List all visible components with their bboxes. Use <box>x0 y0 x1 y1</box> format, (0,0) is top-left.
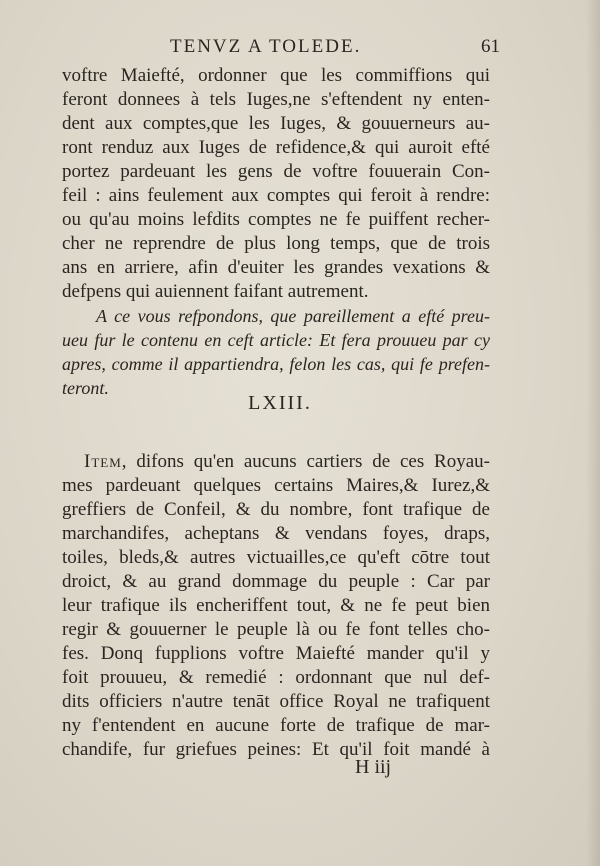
running-title: TENVZ A TOLEDE. <box>170 36 362 57</box>
text-line: teront. <box>62 378 109 398</box>
folio-number: 61 <box>481 36 500 57</box>
text-line: fes. Donq fupplions voftre Maiefté mander qu'il y <box>62 643 490 664</box>
text-line: ny f'entendent en aucune forte de trafique de mar- <box>62 715 490 736</box>
text-line: dent aux comptes,que les Iuges, & gouuerneurs au- <box>62 113 490 134</box>
text-line: greffiers de Confeil, & du nombre, font trafique de <box>62 499 490 520</box>
page-header <box>60 36 500 66</box>
text-line: cher ne reprendre de plus long temps, que de trois <box>62 233 490 254</box>
text-line: ront renduz aux Iuges de refidence,& qui auroit efté <box>62 137 490 158</box>
page-edge-shadow <box>586 0 600 866</box>
text-line: portez pardeuant les gens de voftre fouuerain Con- <box>62 161 490 182</box>
text-line: mes pardeuant quelques certains Maires,& Iurez,& <box>62 475 490 496</box>
text-line: droict, & au grand dommage du peuple : Car par <box>62 571 490 592</box>
text-line: ans en arriere, afin d'euiter les grandes vexations & <box>62 257 490 278</box>
text-line: feront donnees à tels Iuges,ne s'eftendent ny enten- <box>62 89 490 110</box>
first-line-rest: , difons qu'en aucuns cartiers de ces Royau- <box>121 451 490 472</box>
paragraph-petition <box>62 64 490 304</box>
text-line: leur trafique ils encheriffent tout, & ne fe peut bien <box>62 595 490 616</box>
text-line: A ce vous refpondons, que pareillement a efté preu- <box>96 306 490 326</box>
paragraph-article <box>62 450 490 762</box>
signature-mark: H iij <box>355 756 392 778</box>
first-word: Item <box>84 451 122 472</box>
text-line: voftre Maiefté, ordonner que les commiffions qui <box>62 65 490 86</box>
text-line: ou qu'au moins lefdits comptes ne fe puiffent recher- <box>62 209 490 230</box>
section-heading: LXIII. <box>248 392 312 414</box>
paragraph-response <box>62 304 490 400</box>
text-line: regir & gouuerner le peuple là ou fe font telles cho- <box>62 619 490 640</box>
text-line: defpens qui auiennent faifant autrement. <box>62 281 369 302</box>
text-line: feil : ains feulement aux comptes qui feroit à rendre: <box>62 185 490 206</box>
text-line: apres, comme il appartiendra, felon les cas, qui fe prefen- <box>62 354 490 374</box>
text-line: dits officiers n'autre tenāt office Royal ne trafiquent <box>62 691 490 712</box>
text-line: toiles, bleds,& autres victuailles,ce qu'eft cōtre tout <box>62 547 490 568</box>
text-line: foit prouueu, & remedié : ordonnant que nul def- <box>62 667 490 688</box>
text-line: marchandifes, acheptans & vendans foyes, draps, <box>62 523 490 544</box>
text-line <box>62 450 490 474</box>
text-line: chandife, fur griefues peines: Et qu'il foit mandé à <box>62 739 490 760</box>
text-line: ueu fur le contenu en ceft article: Et fera prouueu par cy <box>62 330 490 350</box>
